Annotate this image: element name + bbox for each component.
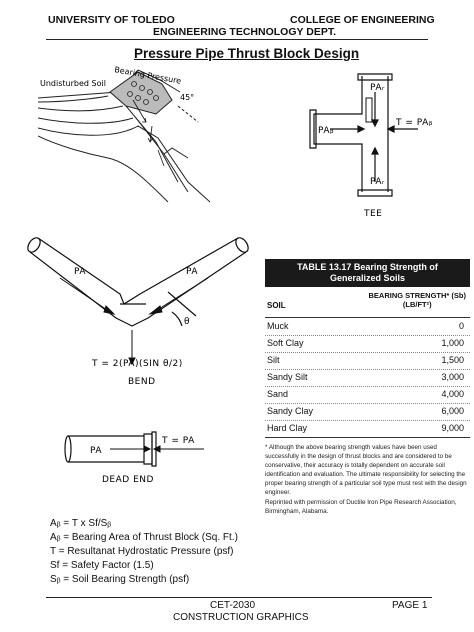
soil-cell: Sandy Silt [267, 372, 308, 382]
table-footnote: * Although the above bearing strength values have been used successfully in the design of thrust blocks and are considered to be conservative, their accuracy is totally dependent on accurate soil identification and evaluation. The ultimate responsibility for selecting the proper bearing strength of a particular soil type must rest with the design engineer. [265, 444, 467, 496]
col-soil-header: SOIL [267, 301, 286, 310]
soil-cell: Muck [267, 321, 289, 331]
bend-formula: T = 2(PA)(SIN θ/2) [92, 359, 183, 369]
bend-pa-left-label: PA [74, 267, 87, 277]
dead-end-caption: DEAD END [102, 475, 154, 485]
university-name: UNIVERSITY OF TOLEDO [48, 14, 175, 26]
strength-cell: 0 [458, 321, 464, 331]
table-title-line1: TABLE 13.17 Bearing Strength of [297, 262, 438, 272]
tee-figure [300, 72, 440, 227]
table-row [265, 318, 470, 336]
bearing-pressure-label: Bearing Pressure [113, 65, 182, 86]
table-title-line2: Generalized Soils [329, 273, 406, 283]
legend-line-thrust-definition: T = Resultanat Hydrostatic Pressure (psf) [50, 546, 234, 557]
table-row [265, 386, 470, 404]
tee-thrust-label: T = PAᵦ [396, 118, 433, 128]
tee-pa-r-bottom-label: PAᵣ [370, 177, 385, 187]
tee-pa-r-top-label: PAᵣ [370, 83, 385, 93]
legend-line-area-formula: Aᵦ = T x Sf/Sᵦ [50, 518, 112, 529]
tee-caption: TEE [364, 209, 383, 219]
undisturbed-soil-label: Undisturbed Soil [40, 79, 106, 88]
soil-cell: Soft Clay [267, 338, 304, 348]
strength-cell: 1,000 [441, 338, 464, 348]
footer-course: CET-2030 [210, 600, 256, 611]
col-strength-header [369, 291, 467, 309]
table-body [265, 318, 470, 437]
department-name: ENGINEERING TECHNOLOGY DEPT. [153, 26, 336, 38]
bend-pa-right-label: PA [186, 267, 199, 277]
soil-cell: Sandy Clay [267, 406, 314, 416]
strength-cell: 6,000 [441, 406, 464, 416]
table-row [265, 369, 470, 387]
dead-end-pa-label: PA [90, 446, 103, 456]
bend-caption: BEND [128, 377, 156, 387]
page-title: Pressure Pipe Thrust Block Design [134, 46, 360, 61]
table-row [265, 335, 470, 353]
soil-cell: Hard Clay [267, 423, 308, 433]
strength-cell: 1,500 [441, 355, 464, 365]
college-name: COLLEGE OF ENGINEERING [290, 14, 435, 26]
thrust-block-section-figure [38, 62, 210, 212]
footer-subject: CONSTRUCTION GRAPHICS [173, 612, 309, 623]
strength-cell: 3,000 [441, 372, 464, 382]
angle-45-label: 45° [180, 93, 195, 102]
table-row [265, 352, 470, 370]
bearing-strength-table [265, 259, 470, 516]
dead-end-thrust-label: T = PA [162, 436, 195, 446]
table-credit: Reprinted with permission of Ductile Iron Pipe Research Association, Birmingham, Alabama. [265, 499, 457, 515]
col-strength-header-line2: (LB/FT²) [402, 300, 432, 309]
legend-line-safety-factor: Sf = Safety Factor (1.5) [50, 560, 154, 571]
header-rule [46, 39, 428, 40]
footer-page-number: PAGE 1 [392, 600, 428, 611]
bend-theta-label: θ [184, 317, 191, 327]
dead-end-figure [64, 428, 224, 494]
table-title [265, 259, 470, 287]
col-strength-header-line1: BEARING STRENGTH* (Sb) [368, 291, 466, 300]
formula-legend [50, 517, 238, 587]
legend-line-area-definition: Aᵦ = Bearing Area of Thrust Block (Sq. Ft.) [50, 532, 238, 543]
table-row [265, 420, 470, 438]
table-header-row [265, 287, 470, 318]
soil-cell: Silt [267, 355, 280, 365]
tee-pa-b-label: PAᵦ [318, 126, 335, 136]
strength-cell: 4,000 [441, 389, 464, 399]
strength-cell: 9,000 [441, 423, 464, 433]
legend-line-soil-strength: Sᵦ = Soil Bearing Strength (psf) [50, 574, 190, 585]
table-row [265, 403, 470, 421]
footer-rule [46, 597, 432, 598]
bend-figure [20, 232, 258, 392]
soil-cell: Sand [267, 389, 289, 399]
